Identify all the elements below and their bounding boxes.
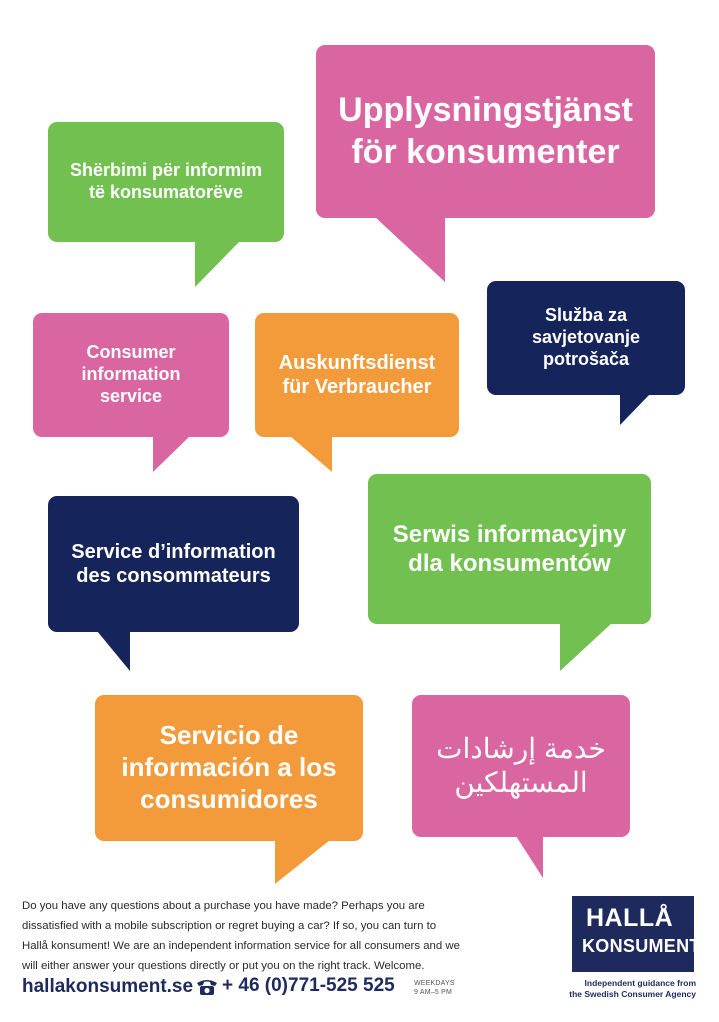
bubble-line: savjetovanje (531, 327, 641, 348)
bubble-text-german (255, 313, 459, 437)
phone-number[interactable]: + 46 (0)771-525 525 (222, 975, 395, 996)
bubble-line: des consommateurs (76, 565, 271, 587)
bubble-tail-spanish (275, 840, 330, 884)
bubble-line: Upplysningstjänst (338, 91, 633, 130)
bubble-line: Auskunftsdienst (278, 351, 436, 374)
bubble-text-english (33, 313, 229, 437)
logo-line2: KONSUMENT! (582, 936, 707, 956)
bubble-line: Servicio de (159, 720, 299, 751)
bubble-text-swedish (316, 45, 655, 218)
hours-days: WEEKDAYS (414, 980, 455, 987)
bubble-tail-swedish (375, 217, 445, 282)
bubble-text-spanish (95, 695, 363, 841)
bubble-line: potrošača (542, 348, 630, 369)
logo-tagline (520, 978, 696, 1000)
bubble-tail-albanian (195, 241, 240, 287)
footer-description: Do you have any questions about a purchase you have made? Perhaps you are dissatisfied with a mobile subscription or regret buying a car? If so, you can turn to Hallå konsument! We are an independent information service for all consumers and we will either answer your questions directly or put you on the right track. Welcome. (22, 900, 460, 972)
bubble-line: consumidores (140, 783, 318, 814)
bubble-line: Service d’information (71, 540, 276, 563)
bubble-tail-polish (560, 623, 612, 671)
bubble-text-albanian (48, 122, 284, 242)
bubble-line: för konsumenter (351, 132, 620, 171)
bubble-tail-arabic (516, 836, 543, 878)
bubble-line: information (81, 364, 181, 385)
logo-line1: HALLÅ (586, 904, 674, 932)
office-hours (414, 979, 455, 997)
bubble-tail-german (290, 436, 332, 472)
bubble-line: información a los (121, 752, 337, 783)
bubble-line: service (99, 385, 163, 406)
bubble-text-bosnian (487, 281, 685, 395)
bubble-line: Serwis informacyjny (392, 520, 627, 548)
website-link[interactable]: hallakonsument.se (22, 976, 194, 997)
bubble-line: Služba za (544, 305, 628, 326)
hours-time: 9 AM–5 PM (414, 989, 452, 996)
bubble-line: für Verbraucher (282, 376, 432, 398)
bubble-line: خدمة إرشادات (436, 732, 606, 764)
bubble-tail-french (97, 631, 130, 671)
bubble-tail-bosnian (620, 394, 650, 425)
tagline-line1: Independent guidance from (584, 978, 696, 988)
bubble-line: Shërbimi për informim (69, 160, 263, 181)
bubble-tail-english (153, 436, 190, 472)
halla-konsument-logo (572, 896, 707, 972)
phone-icon (196, 978, 218, 996)
bubble-text-arabic (412, 695, 630, 837)
bubble-text-french (48, 496, 299, 632)
bubble-line: të konsumatorëve (88, 182, 244, 202)
bubble-line: المستهلكين (454, 767, 588, 798)
bubble-line: dla konsumentów (408, 550, 611, 577)
bubble-text-polish (368, 474, 651, 624)
bubble-line: Consumer (86, 342, 176, 363)
tagline-line2: the Swedish Consumer Agency (569, 989, 696, 999)
